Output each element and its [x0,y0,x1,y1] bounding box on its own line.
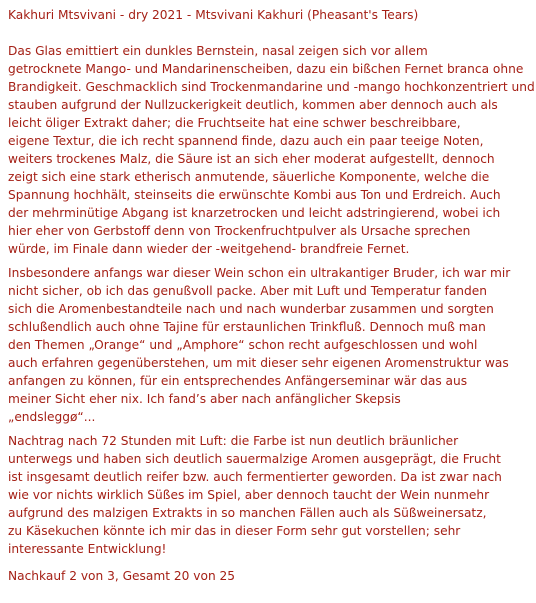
text-line: stauben aufgrund der Nullzuckerigkeit deutlich, kommen aber dennoch auch als [8,98,498,112]
text-line: eigene Textur, die ich recht spannend finde, dazu auch ein paar teeige Noten, [8,134,484,148]
paragraph-tasting-notes [8,42,535,258]
text-line: den Themen „Orange“ und „Amphore“ schon recht aufgeschlossen und wohl [8,338,478,352]
text-line: Brandigkeit. Geschmacklich sind Trockenmandarine und -mango hochkonzentriert und [8,80,535,94]
text-line: getrocknete Mango- und Mandarinenscheiben, dazu ein bißchen Fernet branca ohne [8,62,524,76]
text-line: auch erfahren gegenüberstehen, um mit dieser sehr eigenen Aromenstruktur was [8,356,509,370]
text-line: sich die Aromenbestandteile nach und nach wunderbar zusammen und sorgten [8,302,494,316]
text-line: „endsleggø“... [8,410,96,424]
text-line: der mehrminütige Abgang ist knarzetrocken und leicht adstringierend, wobei ich [8,206,501,220]
post-title: Kakhuri Mtsvivani - dry 2021 - Mtsvivani Kakhuri (Pheasant's Tears) [8,8,419,22]
text-line: anfangen zu können, für ein entsprechendes Anfängerseminar wär das aus [8,374,468,388]
text-line: leicht öliger Extrakt daher; die Fruchtseite hat eine schwer beschreibbare, [8,116,461,130]
text-line: zu Käsekuchen könnte ich mir das in dieser Form sehr gut vorstellen; sehr [8,524,461,538]
text-line: aufgrund des malzigen Extrakts in so manchen Fällen auch als Süßweinersatz, [8,506,487,520]
text-line: zeigt sich eine stark etherisch anmutende, säuerliche Komponente, welche die [8,170,490,184]
text-line: interessante Entwicklung! [8,542,167,556]
text-line: schlußendlich auch ohne Tajine für erstaunlichen Trinkfluß. Dennoch muß man [8,320,486,334]
purchase-count-note: Nachkauf 2 von 3, Gesamt 20 von 25 [8,569,236,583]
text-line: würde, im Finale dann wieder der -weitgehend- brandfreie Fernet. [8,242,410,256]
text-line: nicht sicher, ob ich das genußvoll packe. Aber mit Luft und Temperatur fanden [8,284,487,298]
text-line: Nachtrag nach 72 Stunden mit Luft: die Farbe ist nun deutlich bräunlicher [8,434,459,448]
text-line: hier eher von Gerbstoff denn von Trockenfruchtpulver als Ursache sprechen [8,224,471,238]
text-line: Das Glas emittiert ein dunkles Bernstein, nasal zeigen sich vor allem [8,44,428,58]
text-line: wie vor nichts wirklich Süßes im Spiel, aber dennoch taucht der Wein nunmehr [8,488,490,502]
paragraph-addendum [8,432,502,558]
text-line: weiters trockenes Malz, die Säure ist an sich eher moderat aufgestellt, dennoch [8,152,495,166]
paragraph-impression [8,264,510,426]
text-line: unterwegs und haben sich deutlich sauermalzige Aromen ausgeprägt, die Frucht [8,452,501,466]
text-line: Spannung hochhält, steinseits die erwünschte Kombi aus Ton und Erdreich. Auch [8,188,501,202]
text-line: meiner Sicht eher nix. Ich fand’s aber nach anfänglicher Skepsis [8,392,401,406]
text-line: ist insgesamt deutlich reifer bzw. auch fermentierter geworden. Da ist zwar nach [8,470,502,484]
text-line: Insbesondere anfangs war dieser Wein schon ein ultrakantiger Bruder, ich war mir [8,266,511,280]
